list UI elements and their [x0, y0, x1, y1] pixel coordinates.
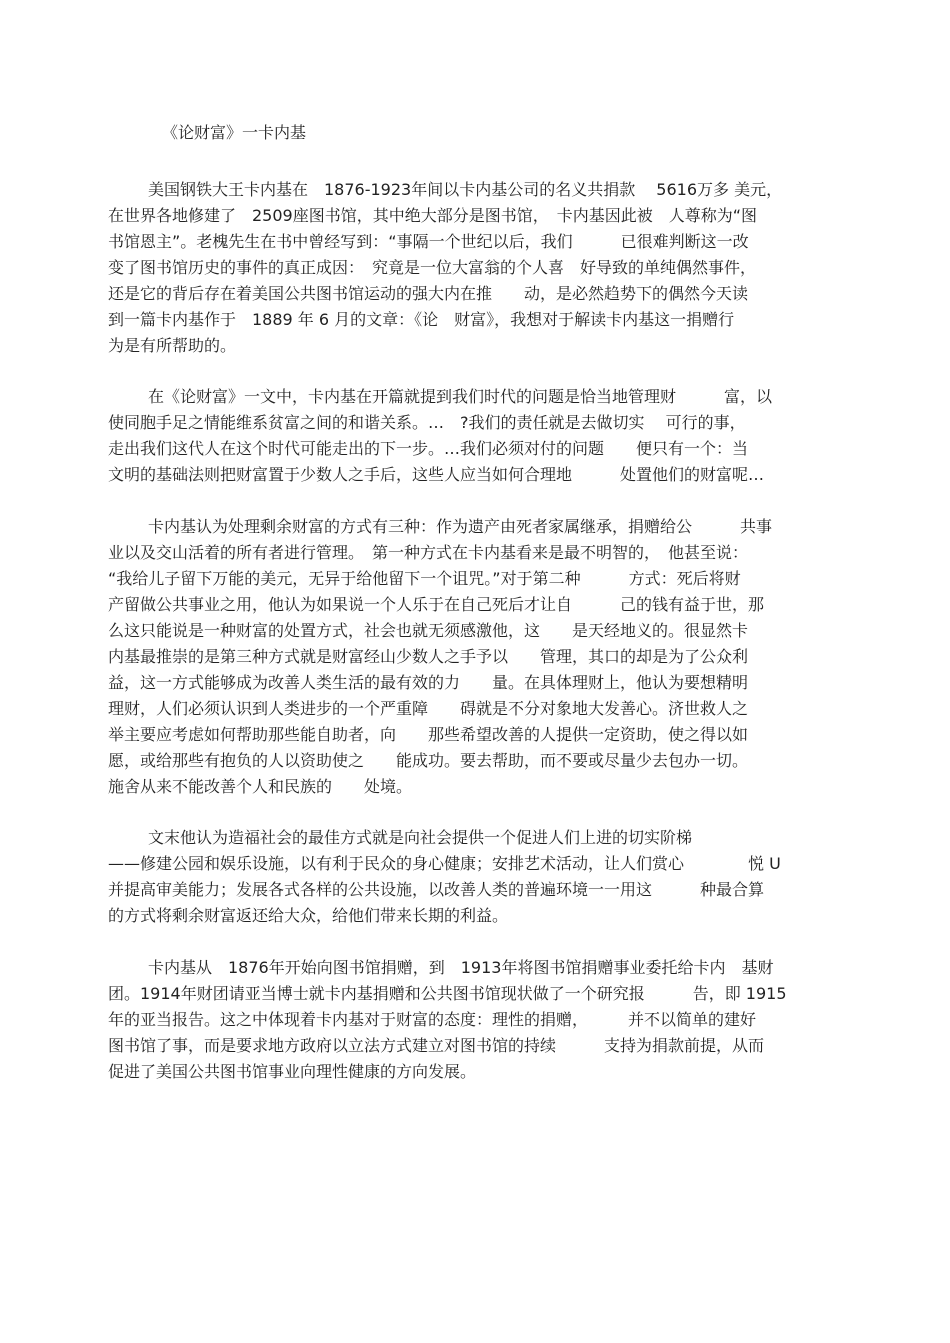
paragraph-line: 理财，人们必须认识到人类进步的一个严重障 碍就是不分对象地大发善心。济世救人之 — [108, 699, 749, 718]
paragraph-line: 益，这一方式能够成为改善人类生活的最有效的力 量。在具体理财上，他认为要想精明 — [108, 673, 749, 692]
paragraph-line: 产留做公共事业之用，他认为如果说一个人乐于在自己死后才让自 己的钱有益于世，那 — [108, 595, 765, 614]
paragraph-line: 使同胞手足之情能维系贫富之间的和谐关系。… ?我们的责任就是去做切实 可行的事， — [108, 413, 746, 432]
paragraph-line: 年的亚当报告。这之中体现着卡内基对于财富的态度：理性的捐赠， 并不以简单的建好 — [108, 1010, 757, 1029]
paragraph-line: 么这只能说是一种财富的处置方式，社会也就无须感激他，这 是天经地义的。很显然卡 — [108, 621, 749, 640]
paragraph-line: 走出我们这代人在这个时代可能走出的下一步。…我们必须对付的问题 便只有一个：当 — [108, 439, 749, 458]
paragraph-line: 并提高审美能力；发展各式各样的公共设施，以改善人类的普遍环境一一用这 种最合算 — [108, 880, 765, 899]
paragraph-line: 在世界各地修建了 2509座图书馆，其中绝大部分是图书馆， 卡内基因此被 人尊称为“图 — [108, 206, 758, 225]
paragraph-line: 文明的基础法则把财富置于少数人之手后，这些人应当如何合理地 处置他们的财富呢… — [108, 465, 765, 484]
paragraph-line: ——修建公园和娱乐设施，以有利于民众的身心健康；安排艺术活动，让人们赏心 悦 U — [108, 854, 781, 873]
paragraph-line: 美国钢铁大王卡内基在 1876-1923年间以卡内基公司的名义共捐款 5616万多 美元， — [148, 180, 783, 199]
paragraph-line: 为是有所帮助的。 — [108, 336, 237, 355]
paragraph-line: 书馆恩主”。老槐先生在书中曾经写到：“事隔一个世纪以后，我们 已很难判断这一改 — [108, 232, 749, 251]
paragraph-line: 的方式将剩余财富返还给大众，给他们带来长期的利益。 — [108, 906, 509, 925]
paragraph-line: 团。1914年财团请亚当博士就卡内基捐赠和公共图书馆现状做了一个研究报 告，即 1915 — [108, 984, 787, 1003]
paragraph-line: 促进了美国公共图书馆事业向理性健康的方向发展。 — [108, 1062, 477, 1081]
paragraph-line: 还是它的背后存在着美国公共图书馆运动的强大内在推 动，是必然趋势下的偶然今天读 — [108, 284, 749, 303]
paragraph-line: 卡内基从 1876年开始向图书馆捐赠，到 1913年将图书馆捐赠事业委托给卡内 基财 — [148, 958, 774, 977]
paragraph-line: 业以及交山活着的所有者进行管理。 第一种方式在卡内基看来是最不明智的， 他甚至说： — [108, 543, 749, 562]
paragraph-line: 到一篇卡内基作于 1889 年 6 月的文章：《论 财富》，我想对于解读卡内基这一捐赠行 — [108, 310, 735, 329]
paragraph-line: 图书馆了事，而是要求地方政府以立法方式建立对图书馆的持续 支持为捐款前提，从而 — [108, 1036, 765, 1055]
paragraph-line: 施舍从来不能改善个人和民族的 处境。 — [108, 777, 413, 796]
paragraph-line: 变了图书馆历史的事件的真正成因： 究竟是一位大富翁的个人喜 好导致的单纯偶然事件， — [108, 258, 757, 277]
paragraph-line: 举主要应考虑如何帮助那些能自助者，向 那些希望改善的人提供一定资助，使之得以如 — [108, 725, 749, 744]
paragraph-line: 卡内基认为处理剩余财富的方式有三种：作为遗产由死者家属继承，捐赠给公 共事 — [148, 517, 773, 536]
paragraph-line: 愿，或给那些有抱负的人以资助使之 能成功。要去帮助，而不要或尽量少去包办一切。 — [108, 751, 749, 770]
paragraph-line: 文末他认为造福社会的最佳方式就是向社会提供一个促进人们上进的切实阶梯 — [148, 828, 693, 847]
paragraph-line: 在《论财富》一文中，卡内基在开篇就提到我们时代的问题是恰当地管理财 富，以 — [148, 387, 773, 406]
paragraph-line: 内基最推崇的是第三种方式就是财富经山少数人之手予以 管理，其口的却是为了公众利 — [108, 647, 749, 666]
paragraph-line: “我给儿子留下万能的美元，无异于给他留下一个诅咒。”对于第二种 方式：死后将财 — [108, 569, 741, 588]
document-title: 《论财富》一卡内基 — [162, 123, 307, 142]
